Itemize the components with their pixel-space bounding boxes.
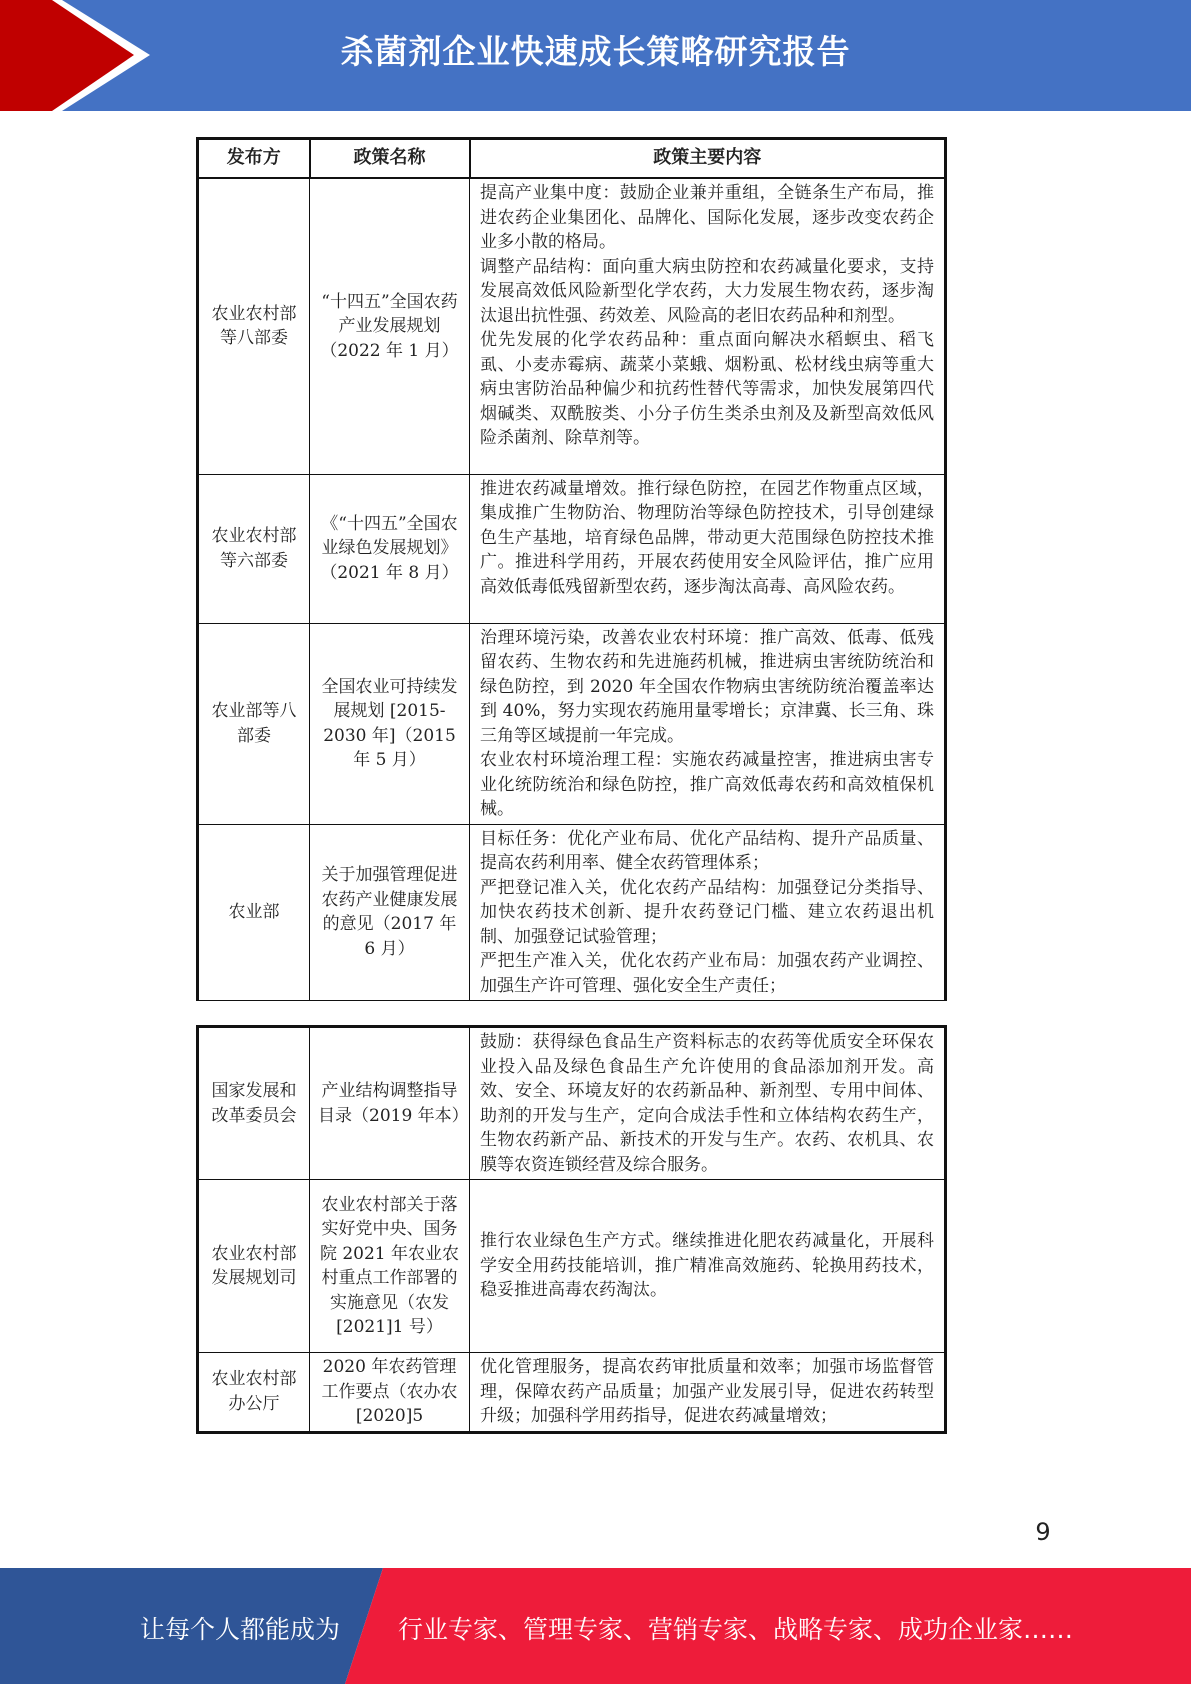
- table-row: [198, 474, 946, 623]
- policy-name-cell: “十四五”全国农药产业发展规划（2022 年 1 月）: [310, 178, 470, 474]
- publisher-cell: 农业农村部发展规划司: [198, 1180, 310, 1353]
- publisher-cell: 农业农村部等六部委: [198, 474, 310, 623]
- column-header-policy-name: 政策名称: [310, 139, 470, 179]
- publisher-cell: 农业农村部办公厅: [198, 1353, 310, 1433]
- report-title: 杀菌剂企业快速成长策略研究报告: [340, 32, 851, 71]
- policy-content-cell: 目标任务：优化产业布局、优化产品结构、提升产品质量、提高农药利用率、健全农药管理体系； 严把登记准入关，优化农药产品结构：加强登记分类指导、加快农药技术创新、提升农药登记门槛、建立农药退出机制、加强登记试验管理； 严把生产准入关，优化农药产业布局：加强农药产业调控、加强生产许可管理、强化安全生产责任；: [470, 824, 946, 1001]
- policy-content-cell: 提高产业集中度：鼓励企业兼并重组，全链条生产布局，推进农药企业集团化、品牌化、国际化发展，逐步改变农药企业多小散的格局。 调整产品结构：面向重大病虫防控和农药减量化要求，支持发展高效低风险新型化学农药，大力发展生物农药，逐步淘汰退出抗性强、药效差、风险高的老旧农药品种和剂型。 优先发展的化学农药品种：重点面向解决水稻螟虫、稻飞虱、小麦赤霉病、蔬菜小菜蛾、烟粉虱、松材线虫病等重大病虫害防治品种偏少和抗药性替代等需求，加快发展第四代烟碱类、双酰胺类、小分子仿生类杀虫剂及及新型高效低风险杀菌剂、除草剂等。: [470, 178, 946, 474]
- policy-name-cell: 农业农村部关于落实好党中央、国务院 2021 年农业农村重点工作部署的实施意见（农发[2021]1 号）: [310, 1180, 470, 1353]
- policy-content-cell: 鼓励：获得绿色食品生产资料标志的农药等优质安全环保农业投入品及绿色食品生产允许使用的食品添加剂开发。高效、安全、环境友好的农药新品种、新剂型、专用中间体、助剂的开发与生产，定向合成法手性和立体结构农药生产，生物农药新产品、新技术的开发与生产。农药、农机具、农膜等农资连锁经营及综合服务。: [470, 1027, 946, 1180]
- table-header-row: [198, 139, 946, 179]
- table-row: [198, 1027, 946, 1180]
- page-header: [0, 0, 1191, 111]
- table-row: [198, 1353, 946, 1433]
- table-row: [198, 1180, 946, 1353]
- policy-name-cell: 全国农业可持续发展规划 [2015-2030 年]（2015 年 5 月）: [310, 623, 470, 824]
- policy-content-cell: 优化管理服务，提高农药审批质量和效率；加强市场监督管理，保障农药产品质量；加强产业发展引导，促进农药转型升级；加强科学用药指导，促进农药减量增效；: [470, 1353, 946, 1433]
- table-row: [198, 178, 946, 474]
- page-number: 9: [1035, 1518, 1051, 1546]
- footer-slogan-right: 行业专家、管理专家、营销专家、战略专家、成功企业家……: [398, 1615, 1074, 1644]
- publisher-cell: 农业农村部等八部委: [198, 178, 310, 474]
- page-footer: [0, 1568, 1191, 1684]
- policy-content-cell: 推进农药减量增效。推行绿色防控，在园艺作物重点区域，集成推广生物防治、物理防治等绿色防控技术，引导创建绿色生产基地，培育绿色品牌，带动更大范围绿色防控技术推广。推进科学用药，开展农药使用安全风险评估，推广应用高效低毒低残留新型农药，逐步淘汰高毒、高风险农药。: [470, 474, 946, 623]
- policy-name-cell: 产业结构调整指导目录（2019 年本）: [310, 1027, 470, 1180]
- policy-name-cell: 《“十四五”全国农业绿色发展规划》（2021 年 8 月）: [310, 474, 470, 623]
- column-header-publisher: 发布方: [198, 139, 310, 179]
- column-header-content: 政策主要内容: [470, 139, 946, 179]
- policy-name-cell: 2020 年农药管理工作要点（农办农[2020]5: [310, 1353, 470, 1433]
- policy-content-cell: 治理环境污染，改善农业农村环境：推广高效、低毒、低残留农药、生物农药和先进施药机械，推进病虫害统防统治和绿色防控，到 2020 年全国农作物病虫害统防统治覆盖率达到 40%，努力实现农药施用量零增长；京津冀、长三角、珠三角等区域提前一年完成。 农业农村环境治理工程：实施农药减量控害，推进病虫害专业化统防统治和绿色防控，推广高效低毒农药和高效植保机械。: [470, 623, 946, 824]
- policy-table: [196, 137, 947, 1001]
- table-row: [198, 824, 946, 1001]
- publisher-cell: 农业部等八部委: [198, 623, 310, 824]
- table-row: [198, 623, 946, 824]
- policy-content-cell: 推行农业绿色生产方式。继续推进化肥农药减量化，开展科学安全用药技能培训，推广精准高效施药、轮换用药技术，稳妥推进高毒农药淘汰。: [470, 1180, 946, 1353]
- publisher-cell: 农业部: [198, 824, 310, 1001]
- policy-name-cell: 关于加强管理促进农药产业健康发展的意见（2017 年 6 月）: [310, 824, 470, 1001]
- policy-table-continued: [196, 1025, 947, 1434]
- publisher-cell: 国家发展和改革委员会: [198, 1027, 310, 1180]
- footer-slogan-left: 让每个人都能成为: [140, 1615, 341, 1644]
